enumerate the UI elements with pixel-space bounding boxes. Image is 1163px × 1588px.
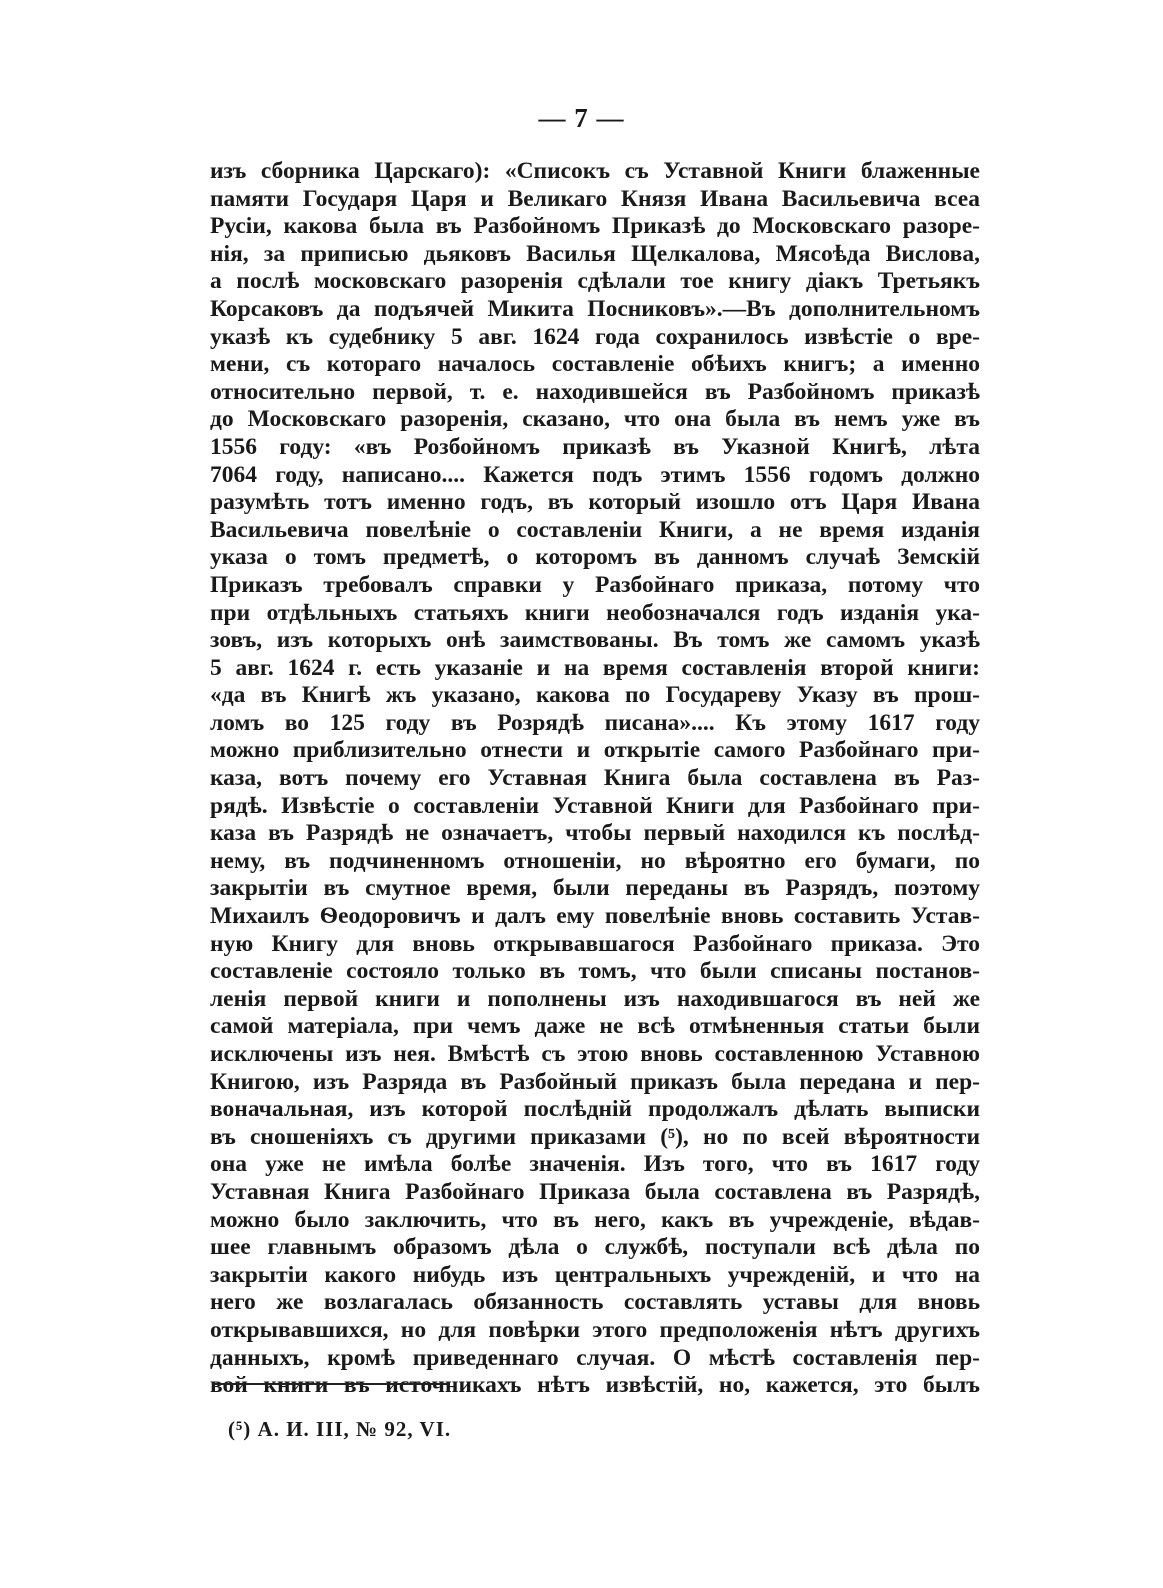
text-line: мени, съ котораго началось составленіе обѣихъ книгъ; а именно — [210, 351, 980, 378]
text-line: Книгою, изъ Разряда въ Разбойный приказъ была передана и пер- — [210, 1068, 980, 1095]
text-line: ломъ во 125 году въ Розрядѣ писана».... Къ этому 1617 году — [210, 709, 980, 736]
text-line: рядѣ. Извѣстіе о составленіи Уставной Книги для Разбойнаго при- — [210, 792, 980, 819]
text-line: нему, въ подчиненномъ отношеніи, но вѣроятно его бумаги, по — [210, 847, 980, 874]
text-line: относительно первой, т. е. находившейся въ Разбойномъ приказѣ — [210, 378, 980, 405]
footnote: (⁵) А. И. III, № 92, VI. — [228, 1417, 452, 1441]
text-line: зовъ, изъ которыхъ онѣ заимствованы. Въ томъ же самомъ указѣ — [210, 627, 980, 654]
text-line: разумѣть тотъ именно годъ, въ который изошло отъ Царя Ивана — [210, 489, 980, 516]
text-line: каза въ Разрядѣ не означаетъ, чтобы первый находился къ послѣд- — [210, 820, 980, 847]
text-line: 5 авг. 1624 г. есть указаніе и на время составленія второй книги: — [210, 654, 980, 681]
text-line: Приказъ требовалъ справки у Разбойнаго приказа, потому что — [210, 571, 980, 598]
text-line: Васильевича повелѣніе о составленіи Книги, а не время изданія — [210, 516, 980, 543]
text-line: можно было заключить, что въ него, какъ въ учрежденіе, вѣдав- — [210, 1206, 980, 1233]
text-line: Русіи, какова была въ Разбойномъ Приказѣ до Московскаго разоре- — [210, 213, 980, 240]
text-line: указѣ къ судебнику 5 авг. 1624 года сохранилось извѣстіе о вре- — [210, 323, 980, 350]
text-line: Уставная Книга Разбойнаго Приказа была составлена въ Разрядѣ, — [210, 1178, 980, 1205]
text-line: шее главнымъ образомъ дѣла о службѣ, поступали всѣ дѣла по — [210, 1234, 980, 1261]
text-line: воначальная, изъ которой послѣдній продолжалъ дѣлать выписки — [210, 1096, 980, 1123]
text-line: указа о томъ предметѣ, о которомъ въ данномъ случаѣ Земскій — [210, 544, 980, 571]
text-line: ную Книгу для вновь открывавшагося Разбойнаго приказа. Это — [210, 930, 980, 957]
text-line: открывавшихся, но для повѣрки этого предположенія нѣтъ другихъ — [210, 1316, 980, 1343]
text-line: изъ сборника Царскаго): «Списокъ съ Уставной Книги блаженные — [210, 158, 980, 184]
text-line: закрытіи какого нибудь изъ центральныхъ учрежденій, и что на — [210, 1261, 980, 1288]
text-line: Михаилъ Ѳеодоровичъ и далъ ему повелѣніе вновь составить Устав- — [210, 903, 980, 930]
text-line: въ сношеніяхъ съ другими приказами (⁵), но по всей вѣроятности — [210, 1123, 980, 1150]
footnote-divider — [212, 1383, 450, 1385]
text-line: до Московскаго разоренія, сказано, что она была въ немъ уже въ — [210, 406, 980, 433]
page-number: — 7 — — [538, 103, 625, 133]
text-line: можно приблизительно отнести и открытіе самого Разбойнаго при- — [210, 737, 980, 764]
text-line: нія, за приписью дьяковъ Василья Щелкалова, Мясоѣда Вислова, — [210, 240, 980, 267]
text-line: данныхъ, кромѣ приведеннаго случая. О мѣстѣ составленія пер- — [210, 1344, 980, 1371]
text-line: при отдѣльныхъ статьяхъ книги необозначался годъ изданія ука- — [210, 599, 980, 626]
text-line: «да въ Книгѣ жъ указано, какова по Государеву Указу въ прош- — [210, 682, 980, 709]
body-text — [210, 158, 980, 1400]
text-line: каза, вотъ почему его Уставная Книга была составлена въ Раз- — [210, 765, 980, 792]
text-line: она уже не имѣла болѣе значенія. Изъ того, что въ 1617 году — [210, 1151, 980, 1178]
text-line: вой книги въ источникахъ нѣтъ извѣстій, но, кажется, это былъ — [210, 1372, 980, 1399]
text-line: памяти Государя Царя и Великаго Князя Ивана Васильевича всеа — [210, 185, 980, 212]
text-line: самой матеріала, при чемъ даже не всѣ отмѣненныя статьи были — [210, 1013, 980, 1040]
text-line: составленіе состояло только въ томъ, что были списаны постанов- — [210, 958, 980, 985]
text-line: закрытіи въ смутное время, были переданы въ Разрядъ, поэтому — [210, 875, 980, 902]
text-line: Корсаковъ да подъячей Микита Посниковъ».—Въ дополнительномъ — [210, 295, 980, 322]
text-line: него же возлагалась обязанность составлять уставы для вновь — [210, 1289, 980, 1316]
text-line: а послѣ московскаго разоренія сдѣлали тое книгу діакъ Третьякъ — [210, 268, 980, 295]
text-line: ленія первой книги и пополнены изъ находившагося въ ней же — [210, 985, 980, 1012]
text-line: 7064 году, написано.... Кажется подъ этимъ 1556 годомъ должно — [210, 461, 980, 488]
text-line: исключены изъ нея. Вмѣстѣ съ этою вновь составленною Уставною — [210, 1041, 980, 1067]
text-line: 1556 году: «въ Розбойномъ приказѣ въ Указной Книгѣ, лѣта — [210, 433, 980, 460]
